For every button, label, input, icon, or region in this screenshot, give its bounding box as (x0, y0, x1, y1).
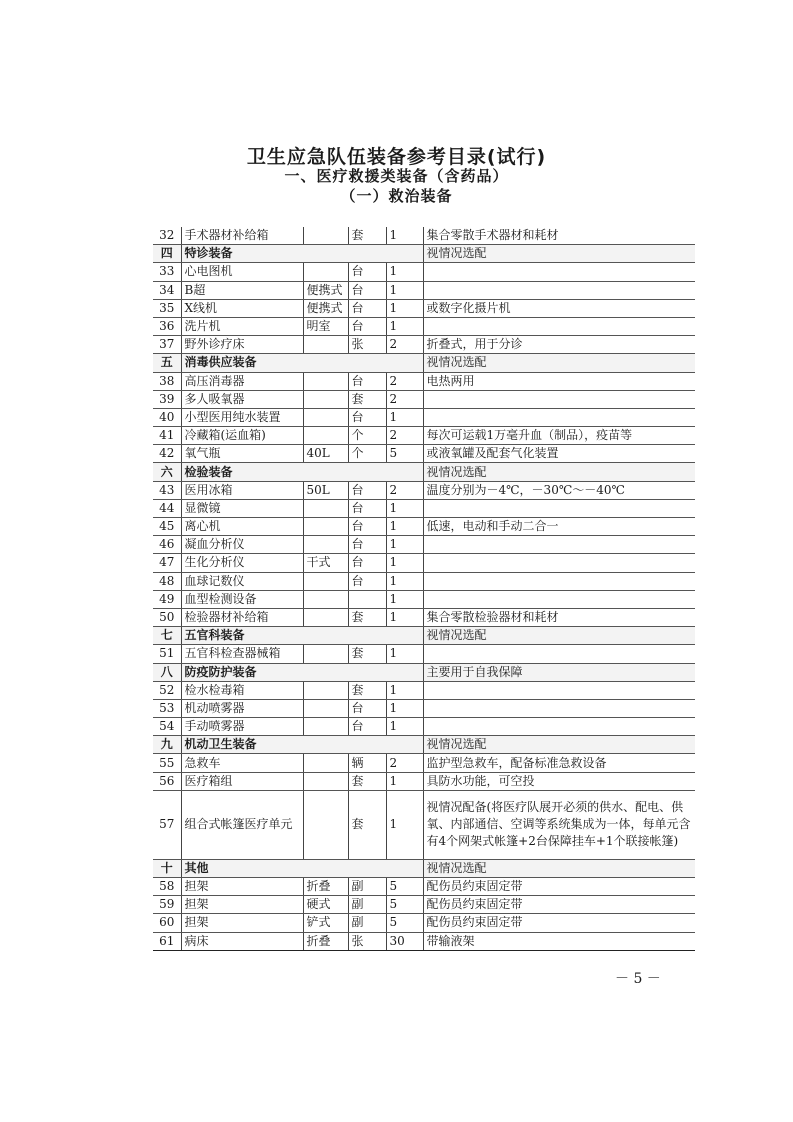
section-note: 视情况选配 (423, 736, 695, 754)
item-name: 冷藏箱(运血箱) (181, 427, 303, 445)
item-quantity: 2 (386, 427, 423, 445)
item-unit: 套 (348, 790, 386, 859)
item-number: 36 (153, 317, 181, 335)
item-name: 担架 (181, 914, 303, 932)
section-name: 消毒供应装备 (181, 354, 423, 372)
item-name: 小型医用纯水装置 (181, 408, 303, 426)
item-spec: 折叠 (303, 878, 348, 896)
item-quantity: 1 (386, 645, 423, 663)
item-name: 离心机 (181, 518, 303, 536)
table-row (153, 281, 695, 299)
table-row (153, 932, 695, 950)
table-row (153, 299, 695, 317)
section-note: 视情况选配 (423, 354, 695, 372)
item-name: 洗片机 (181, 317, 303, 335)
table-row (153, 590, 695, 608)
item-name: 急救车 (181, 754, 303, 772)
item-number: 47 (153, 554, 181, 572)
section-number: 八 (153, 663, 181, 681)
table-row (153, 608, 695, 626)
item-note (423, 263, 695, 281)
item-quantity: 2 (386, 481, 423, 499)
section-number: 六 (153, 463, 181, 481)
item-note (423, 536, 695, 554)
table-row (153, 499, 695, 517)
item-unit: 台 (348, 372, 386, 390)
page-number: － 5 － (615, 971, 661, 987)
item-note (423, 681, 695, 699)
item-quantity: 2 (386, 372, 423, 390)
item-number: 58 (153, 878, 181, 896)
item-quantity: 5 (386, 878, 423, 896)
section-row (153, 354, 695, 372)
table-row (153, 645, 695, 663)
item-name: X线机 (181, 299, 303, 317)
item-spec: 折叠 (303, 932, 348, 950)
item-spec (303, 699, 348, 717)
table-row (153, 914, 695, 932)
table-row (153, 878, 695, 896)
item-name: 手术器材补给箱 (181, 227, 303, 245)
item-number: 38 (153, 372, 181, 390)
item-number: 55 (153, 754, 181, 772)
item-unit: 台 (348, 299, 386, 317)
item-unit: 个 (348, 445, 386, 463)
item-spec (303, 536, 348, 554)
item-quantity: 1 (386, 772, 423, 790)
item-note (423, 572, 695, 590)
item-unit: 台 (348, 408, 386, 426)
item-unit: 套 (348, 772, 386, 790)
equipment-table (153, 227, 695, 951)
item-note: 电热两用 (423, 372, 695, 390)
item-spec: 便携式 (303, 281, 348, 299)
item-number: 37 (153, 336, 181, 354)
item-unit: 副 (348, 878, 386, 896)
item-name: 野外诊疗床 (181, 336, 303, 354)
item-note (423, 499, 695, 517)
table-row (153, 554, 695, 572)
section-row (153, 463, 695, 481)
section-number: 十 (153, 859, 181, 877)
item-name: 心电图机 (181, 263, 303, 281)
item-unit: 套 (348, 681, 386, 699)
item-spec (303, 681, 348, 699)
item-spec (303, 227, 348, 245)
item-unit: 套 (348, 608, 386, 626)
section-row (153, 736, 695, 754)
item-spec (303, 427, 348, 445)
section-number: 五 (153, 354, 181, 372)
item-number: 39 (153, 390, 181, 408)
item-unit: 台 (348, 317, 386, 335)
item-quantity: 1 (386, 572, 423, 590)
item-note: 每次可运载1万毫升血（制品），疫苗等 (423, 427, 695, 445)
item-name: 医用冰箱 (181, 481, 303, 499)
section-row (153, 627, 695, 645)
item-quantity: 1 (386, 317, 423, 335)
item-spec (303, 336, 348, 354)
item-note: 或液氧罐及配套气化装置 (423, 445, 695, 463)
item-note: 视情况配备(将医疗队展开必须的供水、配电、供氧、内部通信、空调等系统集成为一体，每单元含有4个网架式帐篷+2台保障挂车+1个联接帐篷) (423, 790, 695, 859)
item-number: 42 (153, 445, 181, 463)
item-quantity: 1 (386, 608, 423, 626)
item-note (423, 590, 695, 608)
item-note (423, 390, 695, 408)
item-unit: 套 (348, 227, 386, 245)
item-number: 34 (153, 281, 181, 299)
document-title: 卫生应急队伍装备参考目录(试行) (246, 146, 547, 168)
item-unit: 张 (348, 932, 386, 950)
item-quantity: 1 (386, 518, 423, 536)
section-number: 七 (153, 627, 181, 645)
item-note: 具防水功能，可空投 (423, 772, 695, 790)
item-number: 57 (153, 790, 181, 859)
table-row (153, 536, 695, 554)
item-spec (303, 372, 348, 390)
section-number: 九 (153, 736, 181, 754)
item-unit: 个 (348, 427, 386, 445)
item-quantity: 1 (386, 499, 423, 517)
item-note: 集合零散手术器材和耗材 (423, 227, 695, 245)
item-name: 组合式帐篷医疗单元 (181, 790, 303, 859)
item-note (423, 718, 695, 736)
item-name: B超 (181, 281, 303, 299)
item-note: 配伤员约束固定带 (423, 896, 695, 914)
item-spec (303, 718, 348, 736)
section-note: 视情况选配 (423, 245, 695, 263)
item-quantity: 1 (386, 681, 423, 699)
section-number: 四 (153, 245, 181, 263)
table-row (153, 790, 695, 859)
item-quantity: 1 (386, 554, 423, 572)
section-name: 机动卫生装备 (181, 736, 423, 754)
item-spec: 硬式 (303, 896, 348, 914)
item-name: 血球记数仪 (181, 572, 303, 590)
item-quantity: 5 (386, 896, 423, 914)
section-note: 视情况选配 (423, 859, 695, 877)
item-spec (303, 645, 348, 663)
table-row (153, 896, 695, 914)
section-note: 视情况选配 (423, 463, 695, 481)
item-name: 检验器材补给箱 (181, 608, 303, 626)
item-number: 59 (153, 896, 181, 914)
item-number: 43 (153, 481, 181, 499)
table-row (153, 754, 695, 772)
item-unit: 台 (348, 499, 386, 517)
item-number: 40 (153, 408, 181, 426)
item-quantity: 1 (386, 536, 423, 554)
item-quantity: 1 (386, 699, 423, 717)
item-number: 49 (153, 590, 181, 608)
item-spec: 干式 (303, 554, 348, 572)
document-subsubtitle: （一）救治装备 (340, 187, 453, 205)
table-row (153, 227, 695, 245)
item-name: 手动喷雾器 (181, 718, 303, 736)
item-note (423, 281, 695, 299)
item-note: 配伤员约束固定带 (423, 914, 695, 932)
item-note (423, 699, 695, 717)
item-number: 44 (153, 499, 181, 517)
item-spec (303, 790, 348, 859)
item-unit: 张 (348, 336, 386, 354)
item-name: 病床 (181, 932, 303, 950)
item-note (423, 408, 695, 426)
item-note: 配伤员约束固定带 (423, 878, 695, 896)
table-row (153, 336, 695, 354)
item-quantity: 1 (386, 790, 423, 859)
item-note: 低速，电动和手动二合一 (423, 518, 695, 536)
item-spec: 明室 (303, 317, 348, 335)
section-name: 特诊装备 (181, 245, 423, 263)
section-row (153, 859, 695, 877)
item-note (423, 317, 695, 335)
item-spec (303, 590, 348, 608)
item-quantity: 1 (386, 408, 423, 426)
section-name: 五官科装备 (181, 627, 423, 645)
item-spec (303, 263, 348, 281)
item-spec: 便携式 (303, 299, 348, 317)
section-row (153, 245, 695, 263)
item-quantity: 5 (386, 445, 423, 463)
item-unit: 副 (348, 896, 386, 914)
item-number: 60 (153, 914, 181, 932)
item-note (423, 645, 695, 663)
item-unit: 台 (348, 572, 386, 590)
table-row (153, 390, 695, 408)
item-unit: 台 (348, 281, 386, 299)
item-unit: 台 (348, 481, 386, 499)
item-note (423, 554, 695, 572)
item-spec: 50L (303, 481, 348, 499)
item-name: 机动喷雾器 (181, 699, 303, 717)
item-number: 48 (153, 572, 181, 590)
section-name: 其他 (181, 859, 423, 877)
item-number: 52 (153, 681, 181, 699)
item-name: 检水检毒箱 (181, 681, 303, 699)
table-row (153, 772, 695, 790)
item-unit: 台 (348, 518, 386, 536)
item-name: 高压消毒器 (181, 372, 303, 390)
item-quantity: 2 (386, 336, 423, 354)
item-spec: 铲式 (303, 914, 348, 932)
table-row (153, 427, 695, 445)
item-quantity: 2 (386, 390, 423, 408)
table-row (153, 317, 695, 335)
item-number: 50 (153, 608, 181, 626)
item-note: 折叠式，用于分诊 (423, 336, 695, 354)
item-number: 56 (153, 772, 181, 790)
table-row (153, 699, 695, 717)
item-note: 温度分别为－4℃，－30℃～－40℃ (423, 481, 695, 499)
document-subtitle: 一、医疗救援类装备（含药品） (284, 167, 509, 185)
item-name: 血型检测设备 (181, 590, 303, 608)
equipment-table-body (153, 227, 695, 950)
item-number: 33 (153, 263, 181, 281)
section-name: 检验装备 (181, 463, 423, 481)
item-number: 35 (153, 299, 181, 317)
item-unit: 台 (348, 699, 386, 717)
item-number: 46 (153, 536, 181, 554)
item-note: 监护型急救车，配备标准急救设备 (423, 754, 695, 772)
item-name: 凝血分析仪 (181, 536, 303, 554)
item-unit (348, 590, 386, 608)
table-row (153, 263, 695, 281)
item-number: 61 (153, 932, 181, 950)
item-number: 54 (153, 718, 181, 736)
item-name: 氧气瓶 (181, 445, 303, 463)
item-spec (303, 754, 348, 772)
item-unit: 台 (348, 718, 386, 736)
item-spec (303, 499, 348, 517)
item-unit: 台 (348, 536, 386, 554)
section-note: 视情况选配 (423, 627, 695, 645)
section-name: 防疫防护装备 (181, 663, 423, 681)
item-note: 带输液架 (423, 932, 695, 950)
item-spec (303, 408, 348, 426)
item-unit: 套 (348, 645, 386, 663)
item-spec (303, 390, 348, 408)
table-row (153, 408, 695, 426)
table-row (153, 572, 695, 590)
item-quantity: 30 (386, 932, 423, 950)
item-unit: 辆 (348, 754, 386, 772)
item-quantity: 2 (386, 754, 423, 772)
item-quantity: 1 (386, 281, 423, 299)
item-number: 51 (153, 645, 181, 663)
table-row (153, 481, 695, 499)
section-note: 主要用于自我保障 (423, 663, 695, 681)
item-number: 32 (153, 227, 181, 245)
item-quantity: 1 (386, 718, 423, 736)
item-name: 生化分析仪 (181, 554, 303, 572)
item-unit: 套 (348, 390, 386, 408)
item-number: 45 (153, 518, 181, 536)
table-row (153, 681, 695, 699)
table-row (153, 518, 695, 536)
item-quantity: 5 (386, 914, 423, 932)
item-quantity: 1 (386, 590, 423, 608)
item-quantity: 1 (386, 263, 423, 281)
item-name: 担架 (181, 896, 303, 914)
item-spec (303, 772, 348, 790)
item-quantity: 1 (386, 299, 423, 317)
item-name: 医疗箱组 (181, 772, 303, 790)
table-row (153, 372, 695, 390)
item-spec (303, 518, 348, 536)
item-number: 53 (153, 699, 181, 717)
item-number: 41 (153, 427, 181, 445)
item-unit: 台 (348, 263, 386, 281)
table-row (153, 445, 695, 463)
item-spec (303, 572, 348, 590)
item-note: 或数字化摄片机 (423, 299, 695, 317)
item-quantity: 1 (386, 227, 423, 245)
item-unit: 台 (348, 554, 386, 572)
item-spec: 40L (303, 445, 348, 463)
section-row (153, 663, 695, 681)
item-name: 显微镜 (181, 499, 303, 517)
item-spec (303, 608, 348, 626)
item-note: 集合零散检验器材和耗材 (423, 608, 695, 626)
item-name: 担架 (181, 878, 303, 896)
item-unit: 副 (348, 914, 386, 932)
table-row (153, 718, 695, 736)
item-name: 五官科检查器械箱 (181, 645, 303, 663)
item-name: 多人吸氧器 (181, 390, 303, 408)
